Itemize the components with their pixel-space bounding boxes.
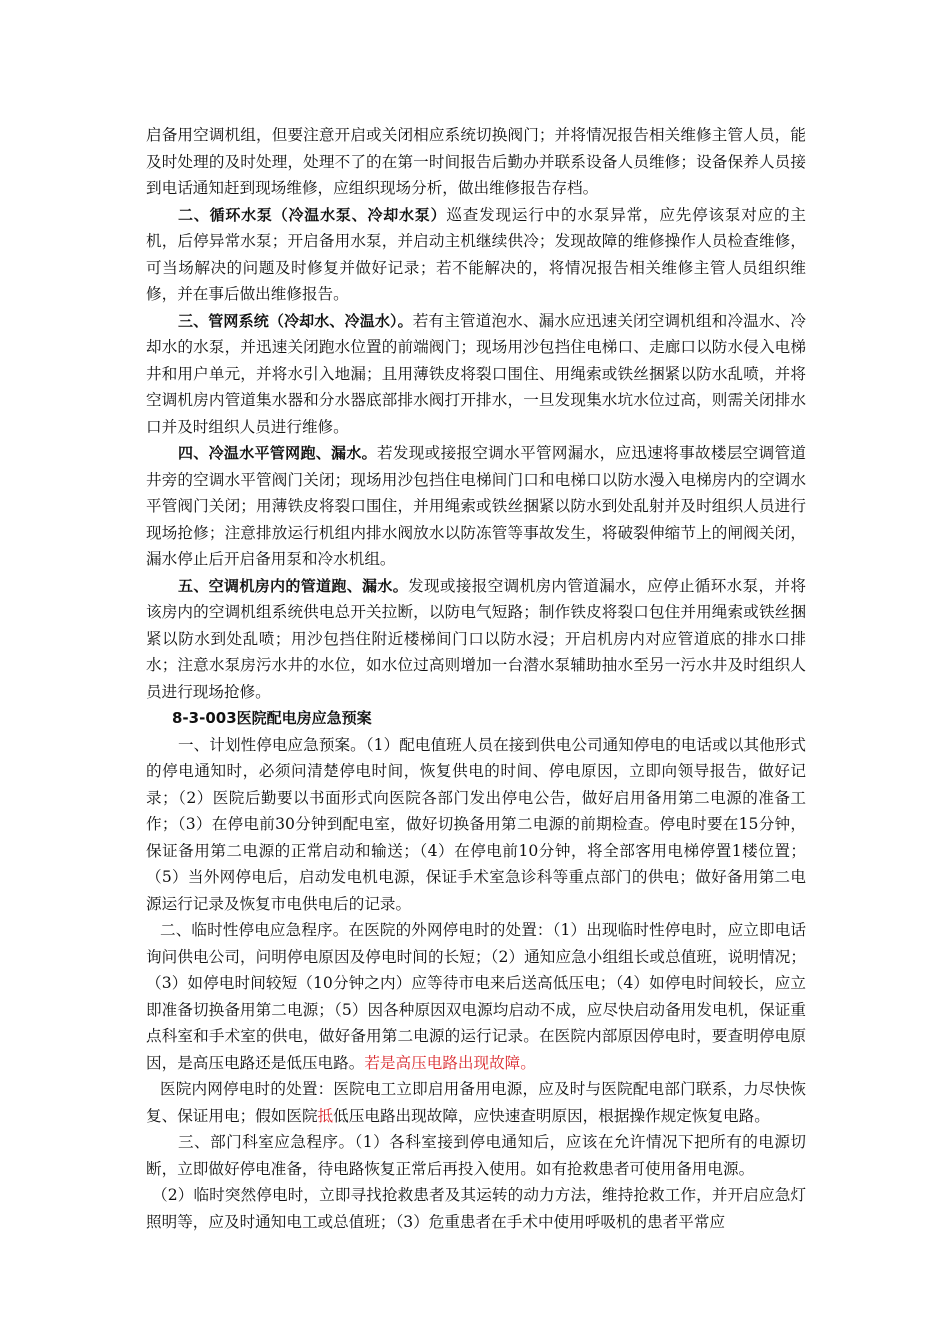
paragraph-text: 三、部门科室应急程序。（1）各科室接到停电通知后，应该在允许情况下把所有的电源切断，立即做好停电准备，待电路恢复正常后再投入使用。如有抢救患者可使用备用电源。 xyxy=(146,1133,806,1178)
paragraph-text: 医院内网停电时的处置：医院电工立即启用备用电源，应及时与医院配电部门联系，力尽快恢复、保证用电；假如医院 xyxy=(146,1080,806,1125)
paragraph-text: 二、临时性停电应急程序。在医院的外网停电时的处置：（1）出现临时性停电时，应立即电话询问供电公司，问明停电原因及停电时间的长短；（2）通知应急小组组长或总值班，说明情况；（3）如停电时间较短（10分钟之内）应等待市电来后送高低压电；（4）如停电时间较长，应立即准备切换备用第二电源；（5）因各种原因双电源均启动不成，应尽快启动备用发电机，保证重点科室和手术室的供电，做好备用第二电源的运行记录。在医院内部原因停电时，要查明停电原因，是高压电路还是低压电路。 xyxy=(146,921,806,1072)
section-heading-power-room: 8-3-003医院配电房应急预案 xyxy=(172,709,372,727)
paragraph-horizontal-pipe-leak xyxy=(146,440,806,573)
paragraph-text: （2）临时突然停电时，立即寻找抢救患者及其运转的动力方法，维持抢救工作，并开启应急灯照明等，应及时通知电工或总值班；（3）危重患者在手术中使用呼吸机的患者平常应 xyxy=(146,1186,806,1231)
paragraph-sudden-outage xyxy=(146,1182,806,1235)
section-title-machine-room-leak: 五、空调机房内的管道跑、漏水。 xyxy=(178,576,409,595)
highlighted-text: 若是高压电路出现故障。 xyxy=(364,1053,536,1072)
paragraph-text: 一、计划性停电应急预案。（1）配电值班人员在接到供电公司通知停电的电话或以其他形式的停电通知时，必须问清楚停电时间，恢复供电的时间、停电原因，立即向领导报告，做好记录；（2）医院后勤要以书面形式向医院各部门发出停电公告，做好启用备用第二电源的准备工作；（3）在停电前30分钟到配电室，做好切换备用第二电源的前期检查。停电时要在15分钟，保证备用第二电源的正常启动和输送；（4）在停电前10分钟，将全部客用电梯停置1楼位置；（5）当外网停电后，启动发电机电源，保证手术室急诊科等重点部门的供电；做好备用第二电源运行记录及恢复市电供电后的记录。 xyxy=(146,735,806,913)
paragraph-pipe-network xyxy=(146,308,806,441)
paragraph-ac-unit-intro xyxy=(146,122,806,202)
highlighted-text: 抵 xyxy=(317,1106,334,1125)
paragraph-text: 发现或接报空调机房内管道漏水，应停止循环水泵，并将该房内的空调机组系统供电总开关拉断，以防电气短路；制作铁皮将裂口包住并用绳索或铁丝捆紧以防水到处乱喷；用沙包挡住附近楼梯间门口以防水浸；开启机房内对应管道底的排水口排水；注意水泵房污水井的水位，如水位过高则增加一台潜水泵辅助抽水至另一污水井及时组织人员进行现场抢修。 xyxy=(146,576,806,701)
paragraph-machine-room-leak xyxy=(146,573,806,706)
section-title-horizontal-pipe-leak: 四、冷温水平管网跑、漏水。 xyxy=(178,444,377,462)
paragraph-planned-outage xyxy=(146,732,806,918)
paragraph-text: 若有主管道泡水、漏水应迅速关闭空调机组和冷温水、冷却水的水泵，并迅速关闭跑水位置的前端阀门；现场用沙包挡住电梯口、走廊口以防水侵入电梯井和用户单元，并将水引入地漏；且用薄铁皮将裂口围住、用绳索或铁丝捆紧以防水乱喷，并将空调机房内管道集水器和分水器底部排水阀打开排水，一旦发现集水坑水位过高，则需关闭排水口并及时组织人员进行维修。 xyxy=(146,311,806,436)
paragraph-temporary-outage xyxy=(146,917,806,1076)
paragraph-circulating-pump xyxy=(146,202,806,308)
paragraph-department-procedure xyxy=(146,1129,806,1182)
section-title-pipe-network: 三、管网系统（冷却水、冷温水）。 xyxy=(178,311,413,330)
paragraph-text: 启备用空调机组，但要注意开启或关闭相应系统切换阀门；并将情况报告相关维修主管人员，能及时处理的及时处理，处理不了的在第一时间报告后勤办并联系设备人员维修；设备保养人员接到电话通知赶到现场维修，应组织现场分析，做出维修报告存档。 xyxy=(146,126,806,197)
paragraph-text: 低压电路出现故障，应快速查明原因，根据操作规定恢复电路。 xyxy=(333,1106,770,1125)
section-title-circulating-pump: 二、循环水泵（冷温水泵、冷却水泵） xyxy=(178,205,447,224)
document-page xyxy=(146,122,806,1235)
paragraph-text: 巡查发现运行中的水泵异常，应先停该泵对应的主机，后停异常水泵；开启备用水泵，并启动主机继续供冷；发现故障的维修操作人员检查维修，可当场解决的问题及时修复并做好记录；若不能解决的，将情况报告相关维修主管人员组织维修，并在事后做出维修报告。 xyxy=(146,205,806,303)
paragraph-text: 若发现或接报空调水平管网漏水，应迅速将事故楼层空调管道井旁的空调水平管阀门关闭；现场用沙包挡住电梯间门口和电梯口以防水漫入电梯房内的空调水平管阀门关闭；用薄铁皮将裂口围住，并用绳索或铁丝捆紧以防水到处乱射并及时组织人员进行现场抢修；注意排放运行机组内排水阀放水以防冻管等事故发生，将破裂伸缩节上的闸阀关闭，漏水停止后开启备用泵和冷水机组。 xyxy=(146,444,806,568)
paragraph-internal-outage xyxy=(146,1076,806,1129)
